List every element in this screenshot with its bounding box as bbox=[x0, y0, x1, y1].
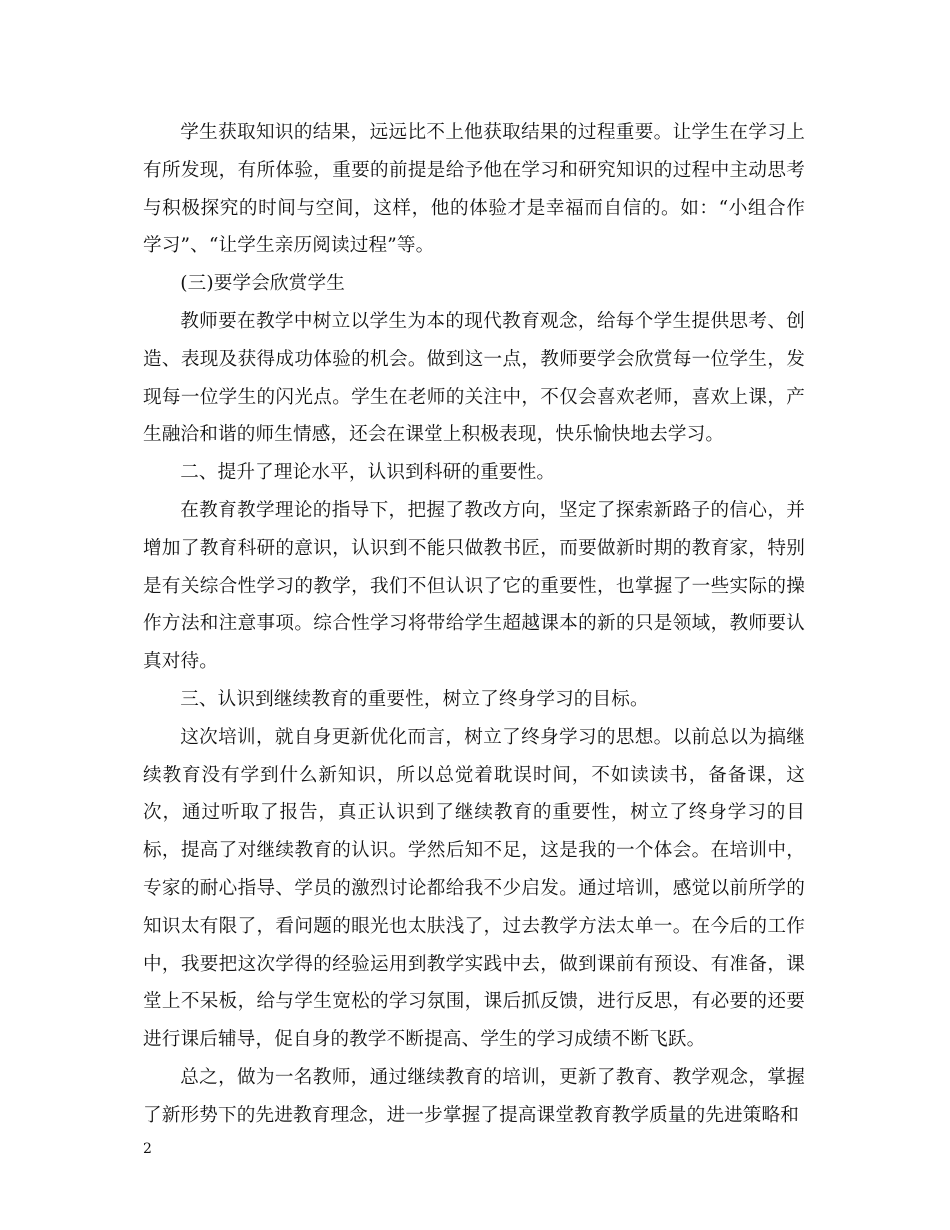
heading-lifelong-learning: 三、认识到继续教育的重要性，树立了终身学习的目标。 bbox=[180, 688, 649, 710]
paragraph-learning-process: 学生获取知识的结果，远远比不上他获取结果的过程重要。让学生在学习上有所发现，有所体验，重要的前提是给予他在学习和研究知识的过程中主动思考与积极探究的时间与空间，这样，他的体验才是幸福而自信的。如：“小组合作学习”、“让学生亲历阅读过程”等。 bbox=[143, 122, 805, 257]
heading-appreciate-students: (三)要学会欣赏学生 bbox=[180, 273, 345, 295]
document-body bbox=[143, 114, 805, 1135]
paragraph-lifelong-learning: 这次培训，就自身更新优化而言，树立了终身学习的思想。以前总以为搞继续教育没有学到什么新知识，所以总觉着耽误时间，不如读读书，备备课，这次，通过听取了报告，真正认识到了继续教育的重要性，树立了终身学习的目标，提高了对继续教育的认识。学然后知不足，这是我的一个体会。在培训中，专家的耐心指导、学员的激烈讨论都给我不少启发。通过培训，感觉以前所学的知识太有限了，看问题的眼光也太肤浅了，过去教学方法太单一。在今后的工作中，我要把这次学得的经验运用到教学实践中去，做到课前有预设、有准备，课堂上不呆板，给与学生宽松的学习氛围，课后抓反馈，进行反思，有必要的还要进行课后辅导，促自身的教学不断提高、学生的学习成绩不断飞跃。 bbox=[143, 726, 805, 1051]
paragraph-theory-level: 在教育教学理论的指导下，把握了教改方向，坚定了探索新路子的信心，并增加了教育科研的意识，认识到不能只做教书匠，而要做新时期的教育家，特别是有关综合性学习的教学，我们不但认识了它的重要性，也掌握了一些实际的操作方法和注意事项。综合性学习将带给学生超越课本的新的只是领域，教师要认真对待。 bbox=[143, 499, 805, 673]
paragraph-appreciate-students: 教师要在教学中树立以学生为本的现代教育观念，给每个学生提供思考、创造、表现及获得成功体验的机会。做到这一点，教师要学会欣赏每一位学生，发现每一位学生的闪光点。学生在老师的关注中，不仅会喜欢老师，喜欢上课，产生融洽和谐的师生情感，还会在课堂上积极表现，快乐愉快地去学习。 bbox=[143, 310, 805, 446]
heading-theory-level: 二、提升了理论水平，认识到科研的重要性。 bbox=[180, 462, 556, 484]
page-number: 2 bbox=[143, 1141, 152, 1157]
paragraph-conclusion: 总之，做为一名教师，通过继续教育的培训，更新了教育、教学观念，掌握了新形势下的先进教育理念，进一步掌握了提高课堂教育教学质量的先进策略和 bbox=[143, 1066, 805, 1126]
